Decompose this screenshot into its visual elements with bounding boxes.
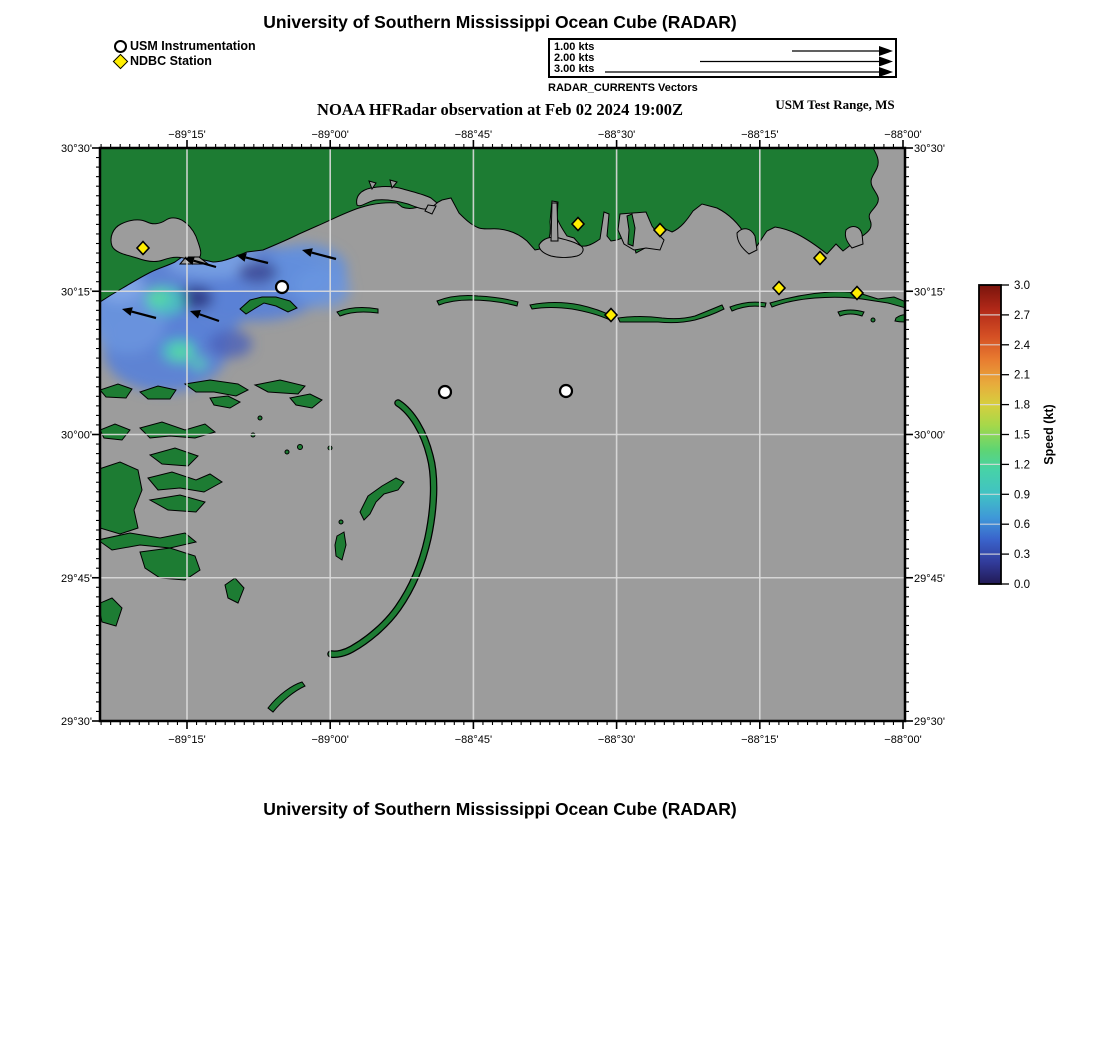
lon-label-bottom: −88°00' — [884, 734, 922, 746]
lat-label-right: 30°30' — [914, 143, 945, 155]
usm-station-marker — [560, 385, 572, 397]
observation-title: NOAA HFRadar observation at Feb 02 2024 19:00Z — [317, 100, 683, 119]
lon-label-bottom: −88°45' — [454, 734, 493, 746]
speed-field-patch — [191, 358, 207, 370]
lat-label-right: 29°30' — [914, 716, 945, 728]
bottom-title: University of Southern Mississippi Ocean Cube (RADAR) — [263, 799, 737, 819]
lon-label-top: −88°15' — [741, 129, 779, 141]
biloxi-river — [551, 203, 558, 241]
colorbar-tick-label: 1.2 — [1014, 459, 1030, 472]
lon-label-bottom: −88°30' — [597, 734, 636, 746]
speed-field-patch — [208, 330, 252, 358]
lon-label-top: −88°30' — [597, 129, 636, 141]
vector-scale-caption: RADAR_CURRENTS Vectors — [548, 82, 698, 94]
top-title: University of Southern Mississippi Ocean Cube (RADAR) — [263, 12, 737, 32]
colorbar-tick-label: 1.5 — [1014, 429, 1030, 442]
usm-station-marker — [439, 386, 451, 398]
lon-label-top: −88°45' — [454, 129, 493, 141]
speed-field-patch — [294, 268, 350, 308]
marsh-dot — [285, 450, 289, 454]
usm-station-marker — [276, 281, 288, 293]
colorbar-tick-label: 2.4 — [1014, 339, 1030, 352]
speed-field-patch — [238, 261, 278, 283]
colorbar-tick-label: 0.3 — [1014, 549, 1030, 562]
colorbar-tick-label: 2.1 — [1014, 369, 1030, 382]
colorbar — [979, 280, 1056, 591]
legend-label-ndbc: NDBC Station — [130, 54, 212, 68]
lon-label-bottom: −89°15' — [168, 734, 206, 746]
colorbar-tick-label: 2.7 — [1014, 309, 1030, 322]
vector-scale-label-2: 2.00 kts — [554, 52, 595, 64]
lon-label-top: −88°00' — [884, 129, 922, 141]
lat-label-left: 30°00' — [61, 429, 92, 442]
colorbar-title: Speed (kt) — [1042, 404, 1056, 465]
colorbar-tick-label: 0.0 — [1014, 579, 1030, 591]
lat-label-left: 30°30' — [61, 143, 92, 155]
lat-label-left: 29°45' — [61, 572, 92, 585]
marsh-9 — [96, 462, 142, 534]
colorbar-tick-label: 0.9 — [1014, 489, 1030, 502]
lat-label-right: 30°15' — [914, 286, 945, 299]
lat-label-right: 29°45' — [914, 572, 945, 585]
lon-label-bottom: −88°15' — [741, 734, 779, 746]
islet-dot — [871, 318, 875, 322]
islet-dot — [339, 520, 343, 524]
lon-label-bottom: −89°00' — [311, 734, 349, 746]
speed-field-patch — [171, 345, 191, 359]
vector-scale-label-3: 3.00 kts — [554, 63, 595, 75]
lat-label-right: 30°00' — [914, 429, 945, 442]
vector-scale-label-1: 1.00 kts — [554, 41, 595, 53]
lat-label-left: 29°30' — [61, 716, 92, 728]
lon-label-top: −89°15' — [168, 129, 206, 141]
lon-label-top: −89°00' — [311, 129, 349, 141]
lat-label-left: 30°15' — [61, 286, 92, 299]
marsh-dot — [258, 416, 262, 420]
test-range-label: USM Test Range, MS — [775, 97, 895, 112]
marsh-dot — [298, 445, 303, 450]
legend-label-usm: USM Instrumentation — [130, 39, 256, 53]
colorbar-tick-label: 0.6 — [1014, 519, 1030, 532]
colorbar-tick-label: 3.0 — [1014, 280, 1030, 292]
colorbar-tick-label: 1.8 — [1014, 399, 1030, 412]
